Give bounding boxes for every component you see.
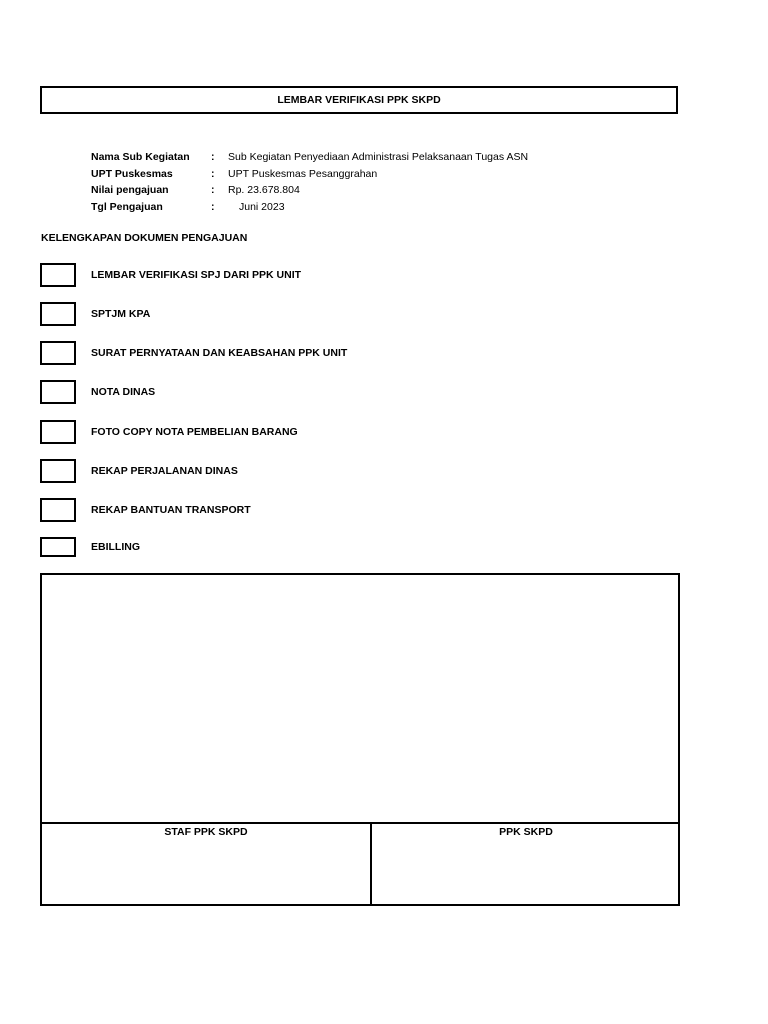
info-value: Juni 2023: [239, 200, 285, 213]
checklist-item-foto-copy-nota: [40, 420, 298, 444]
info-value: Sub Kegiatan Penyediaan Administrasi Pelaksanaan Tugas ASN: [228, 151, 529, 164]
info-label: Nilai pengajuan: [91, 184, 169, 197]
checkbox[interactable]: [40, 459, 76, 483]
document-title: LEMBAR VERIFIKASI PPK SKPD: [277, 94, 441, 106]
signature-ppk: [374, 824, 678, 904]
notes-and-signature-box: [40, 573, 680, 906]
checkbox[interactable]: [40, 420, 76, 444]
info-separator: :: [211, 151, 215, 164]
info-row-upt-puskesmas: [91, 166, 528, 183]
document-title-box: [40, 86, 678, 114]
info-value: UPT Puskesmas Pesanggrahan: [228, 167, 378, 180]
checklist-item-rekap-perjalanan: [40, 459, 238, 483]
checklist-label: SPTJM KPA: [91, 308, 151, 320]
info-label: Nama Sub Kegiatan: [91, 151, 190, 164]
signature-label: STAF PPK SKPD: [164, 826, 248, 838]
info-row-nilai-pengajuan: [91, 182, 528, 199]
checklist-item-ebilling: [40, 537, 140, 557]
signature-staf-ppk: [42, 824, 372, 904]
checkbox[interactable]: [40, 537, 76, 557]
checklist-item-nota-dinas: [40, 380, 155, 404]
info-separator: :: [211, 200, 215, 213]
checklist-label: REKAP PERJALANAN DINAS: [91, 465, 238, 477]
checklist-item-rekap-bantuan: [40, 498, 251, 522]
info-block: [91, 149, 528, 215]
checklist-label: EBILLING: [91, 541, 140, 553]
checklist-label: FOTO COPY NOTA PEMBELIAN BARANG: [91, 426, 298, 438]
checklist-label: LEMBAR VERIFIKASI SPJ DARI PPK UNIT: [91, 269, 302, 281]
info-label: Tgl Pengajuan: [91, 200, 163, 213]
checklist-label: SURAT PERNYATAAN DAN KEABSAHAN PPK UNIT: [91, 347, 348, 359]
checklist-item-lembar-verifikasi: [40, 263, 301, 287]
info-row-sub-kegiatan: [91, 149, 528, 166]
info-value: Rp. 23.678.804: [228, 184, 300, 197]
checkbox[interactable]: [40, 498, 76, 522]
checklist-item-sptjm-kpa: [40, 302, 150, 326]
info-separator: :: [211, 167, 215, 180]
checkbox[interactable]: [40, 341, 76, 365]
checklist-title: KELENGKAPAN DOKUMEN PENGAJUAN: [41, 232, 248, 244]
info-row-tgl-pengajuan: [91, 199, 528, 216]
checklist-label: NOTA DINAS: [91, 386, 156, 398]
checkbox[interactable]: [40, 380, 76, 404]
info-label: UPT Puskesmas: [91, 167, 173, 180]
checklist-label: REKAP BANTUAN TRANSPORT: [91, 504, 251, 516]
info-separator: :: [211, 184, 215, 197]
checklist-item-surat-pernyataan: [40, 341, 347, 365]
checkbox[interactable]: [40, 263, 76, 287]
signature-label: PPK SKPD: [499, 826, 553, 838]
checkbox[interactable]: [40, 302, 76, 326]
